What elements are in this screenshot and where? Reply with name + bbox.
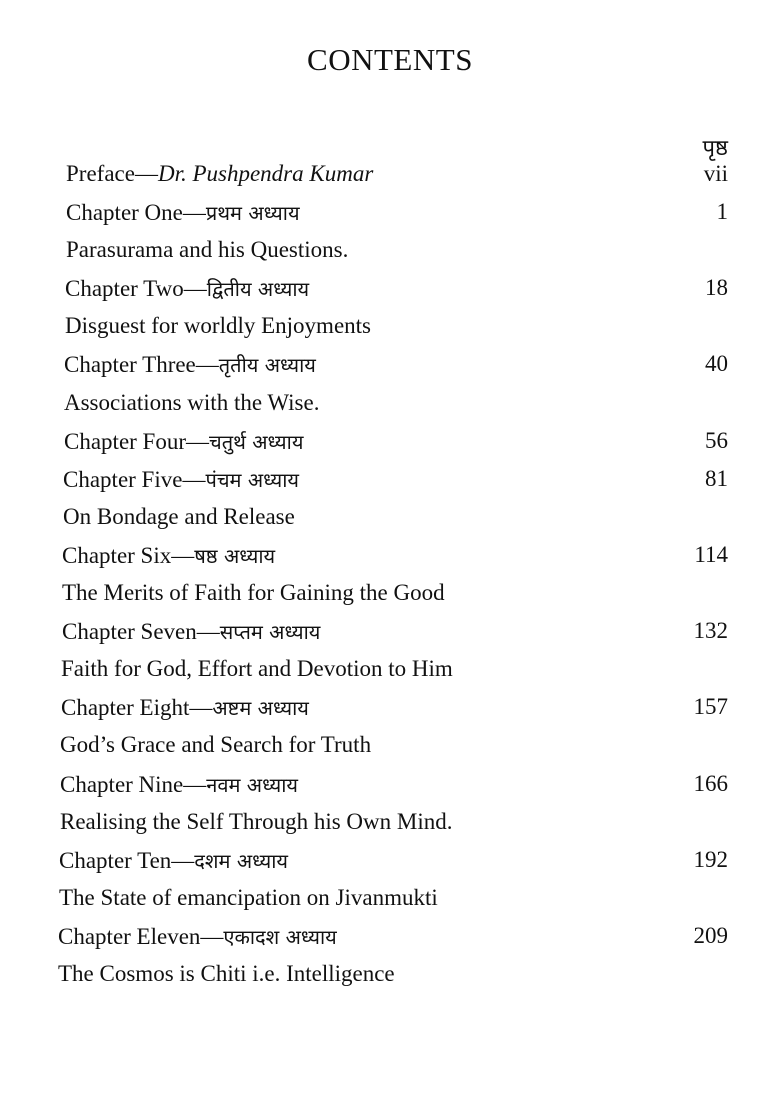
chapter-title-hindi: सप्तम अध्याय	[219, 619, 321, 644]
chapter-title-hindi: अष्टम अध्याय	[212, 695, 309, 720]
chapter-title-english: Chapter Two—	[65, 275, 207, 301]
toc-subtitle-row	[58, 956, 728, 992]
chapter-title-english: Chapter Five—	[63, 466, 206, 492]
preface-page-number: vii	[703, 161, 728, 186]
toc-chapter-row	[62, 613, 728, 649]
toc-chapter-row	[62, 537, 728, 573]
page-column-label: पृष्ठ	[702, 136, 728, 161]
chapter-title-hindi: द्वितीय अध्याय	[206, 276, 310, 301]
chapter-title-english: Chapter Four—	[64, 428, 210, 454]
toc-subtitle-row	[60, 727, 728, 763]
toc-chapter-row	[61, 689, 728, 725]
chapter-subtitle: The Merits of Faith for Gaining the Good	[62, 580, 445, 605]
chapter-page-number: 166	[693, 771, 728, 796]
chapter-subtitle: Parasurama and his Questions.	[66, 237, 349, 262]
chapter-title-hindi: पंचम अध्याय	[205, 467, 300, 492]
chapter-title-english: Chapter Three—	[64, 351, 219, 377]
chapter-title-hindi: चतुर्थ अध्याय	[209, 429, 304, 454]
toc-subtitle-row	[63, 499, 728, 535]
toc-chapter-row	[64, 423, 728, 459]
preface-label: Preface—	[66, 161, 158, 186]
chapter-title-english: Chapter Nine—	[60, 771, 207, 797]
chapter-title-english: Chapter Seven—	[62, 618, 220, 644]
toc-chapter-row	[65, 270, 728, 306]
chapter-title-hindi: षष्ठ अध्याय	[194, 543, 276, 568]
chapter-title-english: Chapter Eight—	[61, 694, 213, 720]
toc-subtitle-row	[62, 575, 728, 611]
chapter-page-number: 81	[705, 466, 728, 491]
chapter-page-number: 18	[705, 275, 728, 300]
chapter-title-english: Chapter One—	[66, 199, 206, 225]
chapter-subtitle: God’s Grace and Search for Truth	[60, 732, 372, 757]
chapter-subtitle: Associations with the Wise.	[64, 390, 320, 415]
toc-chapter-row	[60, 766, 728, 802]
toc-chapter-row	[58, 918, 728, 954]
preface-author: Dr. Pushpendra Kumar	[157, 161, 374, 186]
chapter-subtitle: On Bondage and Release	[63, 504, 295, 529]
chapter-page-number: 132	[693, 618, 728, 643]
chapter-page-number: 1	[716, 199, 728, 224]
toc-chapter-row	[59, 842, 728, 878]
toc-subtitle-row	[59, 880, 728, 916]
toc-row-preface	[66, 156, 728, 192]
chapter-title-hindi: एकादश अध्याय	[223, 924, 337, 949]
page-title: CONTENTS	[307, 42, 473, 77]
chapter-title-english: Chapter Ten—	[59, 847, 195, 873]
chapter-page-number: 157	[693, 694, 728, 719]
chapter-subtitle: Realising the Self Through his Own Mind.	[60, 809, 453, 834]
chapter-subtitle: Faith for God, Effort and Devotion to Him	[61, 656, 453, 681]
toc-subtitle-row	[60, 804, 728, 840]
chapter-title-hindi: दशम अध्याय	[194, 848, 289, 873]
chapter-page-number: 114	[694, 542, 728, 567]
chapter-title-hindi: तृतीय अध्याय	[218, 352, 316, 377]
chapter-title-english: Chapter Six—	[62, 542, 195, 568]
chapter-title-english: Chapter Eleven—	[58, 923, 224, 949]
chapter-title-hindi: नवम अध्याय	[206, 772, 298, 797]
toc-subtitle-row	[64, 385, 728, 421]
chapter-page-number: 40	[705, 351, 728, 376]
chapter-page-number: 209	[693, 923, 728, 948]
chapter-subtitle: Disguest for worldly Enjoyments	[65, 313, 371, 338]
chapter-title-hindi: प्रथम अध्याय	[205, 200, 300, 225]
toc-subtitle-row	[66, 232, 728, 268]
chapter-subtitle: The State of emancipation on Jivanmukti	[59, 885, 438, 910]
toc-chapter-row	[66, 194, 728, 230]
chapter-page-number: 56	[705, 428, 728, 453]
chapter-page-number: 192	[693, 847, 728, 872]
toc-chapter-row	[63, 461, 728, 497]
chapter-subtitle: The Cosmos is Chiti i.e. Intelligence	[58, 961, 395, 986]
toc-chapter-row	[64, 346, 728, 382]
toc-subtitle-row	[61, 651, 728, 687]
toc-subtitle-row	[65, 308, 728, 344]
